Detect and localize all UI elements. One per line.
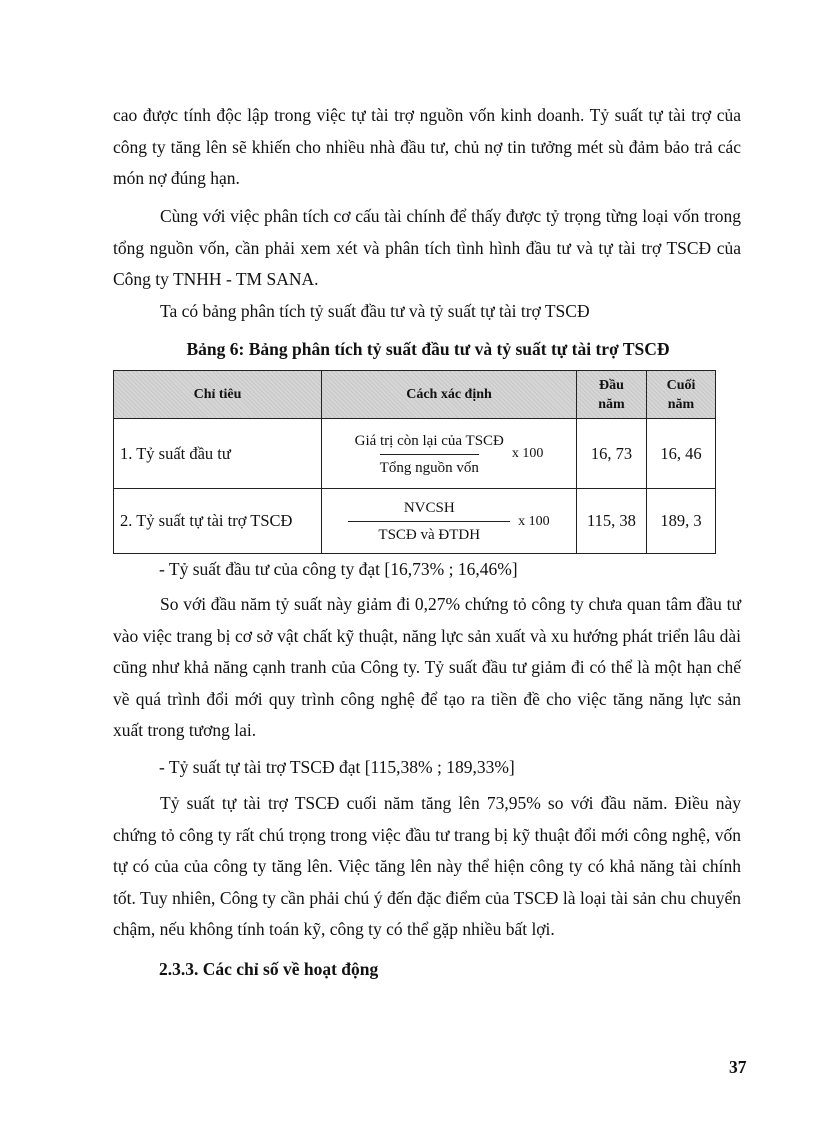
row-end-value: 16, 46 (647, 419, 716, 489)
paragraph-7: Tỷ suất tự tài trợ TSCĐ cuối năm tăng lên 73,95% so với đầu năm. Điều này chứng tỏ công ty rất chú trọng trong việc đầu tư trang bị kỹ thuật đổi mới công nghệ, vốn tự có của của công ty tăng lên. Việc tăng lên này thể hiện công ty có khả năng tài chính tốt. Tuy nhiên, Công ty cần phải chú ý đến đặc điểm của TSCĐ là loại tài sản chu chuyển chậm, nếu không tính toán kỹ, công ty có thể gặp nhiều bất lợi. (113, 793, 741, 939)
header-start-line1: Đầu (599, 377, 624, 393)
row-formula (322, 489, 577, 554)
formula-denominator: Tổng nguồn vốn (380, 454, 479, 478)
header-end-of-year (647, 371, 716, 419)
header-end-line2: năm (667, 396, 695, 412)
row-start-value: 16, 73 (577, 419, 647, 489)
formula-numerator: Giá trị còn lại của TSCĐ (354, 432, 504, 449)
formula-denominator: TSCĐ và ĐTDH (348, 521, 510, 545)
fraction (355, 431, 544, 478)
section-heading: 2.3.3. Các chỉ số về hoạt động (159, 959, 379, 979)
row-indicator: 1. Tỷ suất đầu tư (114, 419, 322, 489)
header-end-line1: Cuối (666, 377, 696, 393)
table-header-row (114, 371, 716, 419)
row-indicator: 2. Tỷ suất tự tài trợ TSCĐ (114, 489, 322, 554)
formula-multiplier: x 100 (518, 513, 550, 529)
row-formula (322, 419, 577, 489)
page-number: 37 (729, 1057, 747, 1077)
header-indicator: Chỉ tiêu (114, 371, 322, 419)
ratio-table (113, 370, 716, 554)
table-row (114, 419, 716, 489)
header-start-of-year (577, 371, 647, 419)
formula-multiplier: x 100 (511, 446, 544, 461)
formula-numerator: NVCSH (403, 500, 455, 516)
fraction (348, 498, 549, 545)
paragraph-3: Ta có bảng phân tích tỷ suất đầu tư và tỷ suất tự tài trợ TSCĐ (160, 301, 590, 321)
paragraph-2: Cùng với việc phân tích cơ cấu tài chính để thấy được tỷ trọng từng loại vốn trong tổng nguồn vốn, cần phải xem xét và phân tích tình hình đầu tư và tự tài trợ TSCĐ của Công ty TNHH - TM SANA. (113, 206, 741, 289)
table-row (114, 489, 716, 554)
paragraph-5: So với đầu năm tỷ suất này giảm đi 0,27% chứng tỏ công ty chưa quan tâm đầu tư vào việc trang bị cơ sở vật chất kỹ thuật, năng lực sản xuất và xu hướng phát triển lâu dài cũng như khả năng cạnh tranh của Công ty. Tỷ suất đầu tư giảm đi có thể là một hạn chế về quá trình đổi mới quy trình công nghệ để tạo ra tiền đề cho việc tăng năng lực sản xuất trong tương lai. (113, 594, 741, 740)
paragraph-4: - Tỷ suất đầu tư của công ty đạt [16,73% ; 16,46%] (159, 559, 518, 579)
table-caption: Bảng 6: Bảng phân tích tỷ suất đầu tư và tỷ suất tự tài trợ TSCĐ (186, 339, 670, 359)
row-end-value: 189, 3 (647, 489, 716, 554)
paragraph-6: - Tỷ suất tự tài trợ TSCĐ đạt [115,38% ; 189,33%] (159, 757, 515, 777)
paragraph-1: cao được tính độc lập trong việc tự tài trợ nguồn vốn kinh doanh. Tỷ suất tự tài trợ của công ty tăng lên sẽ khiến cho nhiều nhà đầu tư, chủ nợ tin tưởng mét sù đảm bảo trả các món nợ đúng hạn. (113, 105, 741, 188)
header-start-line2: năm (598, 396, 625, 412)
row-start-value: 115, 38 (577, 489, 647, 554)
header-method: Cách xác định (322, 371, 577, 419)
